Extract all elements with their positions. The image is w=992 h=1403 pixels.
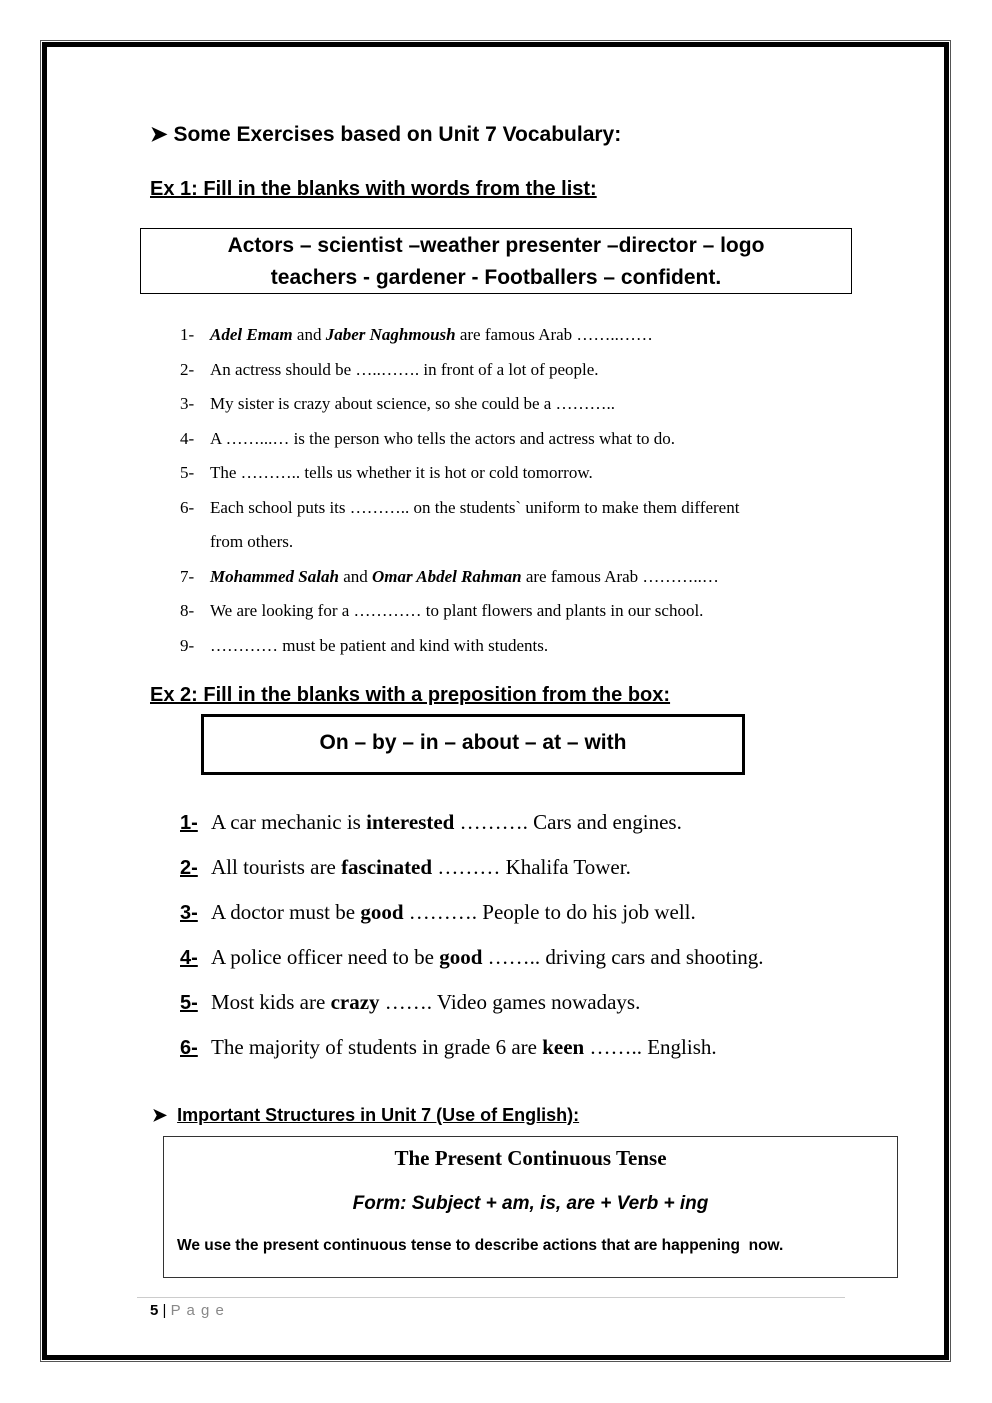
- item-text: We are looking for a ………… to plant flowers and plants in our school.: [210, 601, 704, 620]
- item-text: The majority of students in grade 6 are: [211, 1035, 543, 1059]
- item-continuation: from others.: [210, 532, 294, 551]
- item-text: ……… Khalifa Tower.: [432, 855, 631, 879]
- ex2-title: Ex 2: Fill in the blanks with a preposition from the box:: [150, 684, 671, 706]
- bold-name: Mohammed Salah: [210, 566, 339, 586]
- section-heading: [150, 122, 621, 147]
- page-number: 5: [150, 1302, 159, 1319]
- ex1-word-box: [140, 228, 852, 294]
- item-text: The ……….. tells us whether it is hot or cold tomorrow.: [210, 463, 593, 482]
- item-text: A doctor must be: [211, 900, 361, 924]
- item-text: A car mechanic is: [211, 810, 367, 834]
- item-text: …….. driving cars and shooting.: [482, 945, 764, 969]
- item-number: 5-: [180, 992, 198, 1014]
- exercise-item: [180, 318, 739, 353]
- grammar-form: Form: Subject + am, is, are + Verb + ing: [352, 1193, 709, 1214]
- ex2-preposition-box: On – by – in – about – at – with: [201, 714, 745, 775]
- item-text: ………… must be patient and kind with students.: [210, 635, 549, 655]
- exercise-item: [180, 800, 764, 845]
- keyword: good: [439, 945, 483, 969]
- item-number: 9-: [180, 635, 195, 655]
- item-number: 3-: [180, 902, 198, 924]
- exercise-item: [180, 560, 739, 595]
- keyword: keen: [542, 1035, 585, 1059]
- ex1-list: [180, 318, 739, 663]
- exercise-item: [180, 629, 739, 664]
- arrow-bullet-icon: ➤: [152, 1105, 168, 1125]
- structures-heading: [152, 1105, 579, 1126]
- item-text: A ……...… is the person who tells the actors and actress what to do.: [210, 428, 676, 448]
- exercise-item: [180, 1025, 764, 1070]
- footer-separator: |: [158, 1302, 171, 1319]
- ex2-list: [180, 800, 764, 1070]
- keyword: crazy: [330, 990, 380, 1014]
- item-text: A police officer need to be: [211, 945, 440, 969]
- item-number: 6-: [180, 497, 195, 517]
- bold-name: Adel Emam: [210, 325, 293, 344]
- item-number: 4-: [180, 428, 195, 448]
- ex1-title: Ex 1: Fill in the blanks with words from the list:: [150, 178, 597, 200]
- item-text: …….. English.: [584, 1035, 717, 1059]
- item-text: ………. People to do his job well.: [403, 900, 696, 924]
- bold-name: Omar Abdel Rahman: [372, 566, 522, 586]
- item-text: are famous Arab ……..……: [455, 325, 653, 344]
- word-list-line-2: teachers - gardener - Footballers – confident.: [270, 266, 722, 289]
- item-text: are famous Arab ………..…: [521, 566, 719, 586]
- word-list-line-1: Actors – scientist –weather presenter –director – logo: [227, 234, 765, 257]
- keyword: good: [360, 900, 404, 924]
- item-text: Each school puts its ……….. on the students` uniform to make them different: [210, 497, 740, 517]
- exercise-item: [180, 845, 764, 890]
- exercise-item: [180, 491, 739, 526]
- item-text: Most kids are: [211, 990, 331, 1014]
- page-footer: [150, 1302, 225, 1319]
- item-text: All tourists are: [211, 855, 342, 879]
- exercise-item: [180, 387, 739, 422]
- keyword: interested: [366, 810, 455, 834]
- item-text: and: [292, 325, 326, 344]
- item-number: 4-: [180, 947, 198, 969]
- grammar-usage: We use the present continuous tense to describe actions that are happening now.: [177, 1237, 784, 1254]
- exercise-item: [180, 456, 739, 491]
- item-number: 2-: [180, 359, 195, 379]
- item-number: 8-: [180, 601, 195, 620]
- item-text: My sister is crazy about science, so she could be a ………..: [210, 394, 616, 413]
- keyword: fascinated: [341, 855, 433, 879]
- item-number: 1-: [180, 812, 198, 834]
- item-text: and: [338, 566, 372, 586]
- item-number: 3-: [180, 394, 195, 413]
- grammar-box-title: The Present Continuous Tense: [394, 1146, 667, 1170]
- exercise-item: [180, 935, 764, 980]
- exercise-item: [180, 594, 739, 629]
- exercise-item: [180, 422, 739, 457]
- exercise-item: [180, 980, 764, 1025]
- structures-heading-text: Important Structures in Unit 7 (Use of English):: [177, 1105, 580, 1125]
- item-number: 2-: [180, 857, 198, 879]
- bold-name: Jaber Naghmoush: [325, 325, 456, 344]
- page-label: P a g e: [170, 1302, 225, 1319]
- item-text: An actress should be …..……. in front of a lot of people.: [210, 359, 599, 379]
- item-text: ……. Video games nowadays.: [379, 990, 641, 1014]
- item-number: 7-: [180, 566, 195, 586]
- item-text: ………. Cars and engines.: [454, 810, 682, 834]
- exercise-item: [180, 890, 764, 935]
- footer-divider: [137, 1297, 845, 1298]
- section-heading-text: Some Exercises based on Unit 7 Vocabulary:: [173, 123, 622, 146]
- item-number: 5-: [180, 463, 195, 482]
- arrow-bullet-icon: ➤: [150, 123, 168, 146]
- item-number: 6-: [180, 1037, 198, 1059]
- grammar-box: [163, 1136, 898, 1278]
- exercise-item: [180, 353, 739, 388]
- item-number: 1-: [180, 325, 195, 344]
